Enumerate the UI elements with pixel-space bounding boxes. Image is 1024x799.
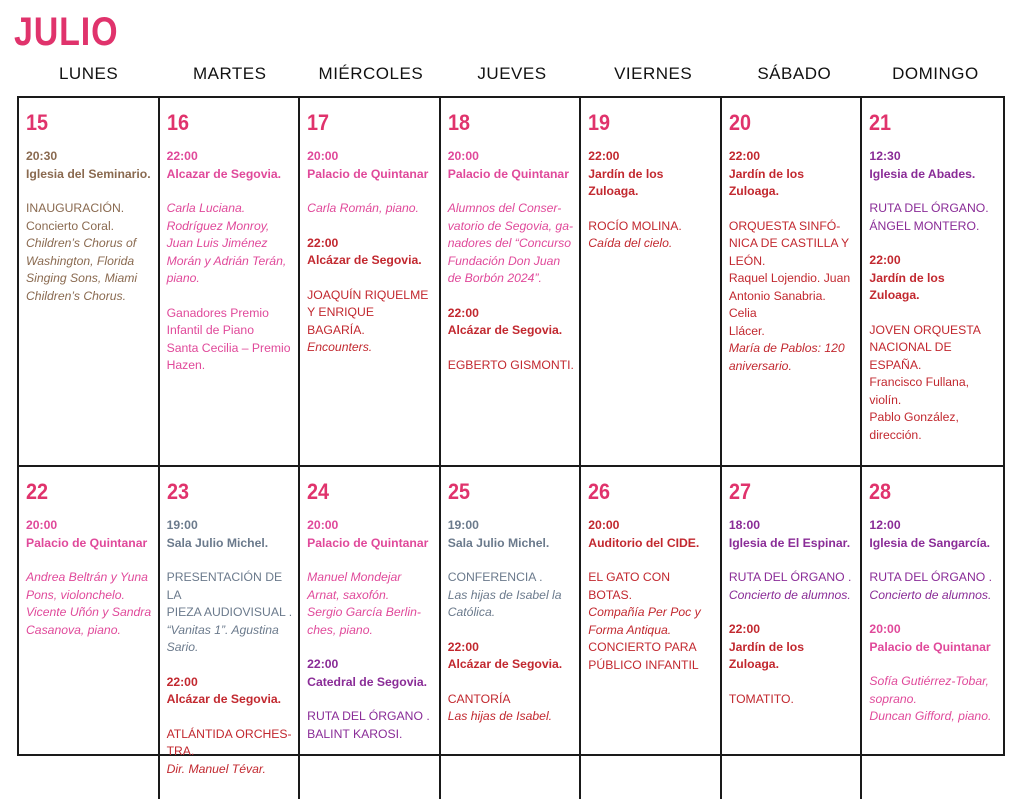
event-detail-line: NACIONAL DE ESPAÑA. — [869, 340, 952, 372]
event-time: 19:00 — [166, 518, 198, 532]
event-detail-line: Juan Luis Jiménez — [166, 236, 268, 250]
weekday-header — [18, 64, 1006, 90]
event — [869, 252, 998, 444]
event-detail-line: Las hijas de Isabel. — [447, 709, 553, 723]
event-time: 22:00 — [447, 305, 479, 320]
event-detail-line: Llácer. — [728, 323, 765, 338]
event-venue: Auditorio del CIDE. — [588, 535, 700, 550]
event — [307, 517, 434, 639]
event-time: 22:00 — [728, 622, 761, 636]
event-venue: Palacio de Quintanar — [26, 535, 148, 550]
day-number: 15 — [26, 110, 49, 135]
event — [167, 148, 294, 375]
event — [167, 674, 294, 779]
day-cell — [19, 98, 160, 467]
event-detail-line: RUTA DEL ÓRGANO . — [728, 570, 852, 584]
event-detail-line: JOAQUÍN RIQUELME — [307, 287, 429, 302]
event-detail-line — [167, 288, 294, 305]
event — [307, 148, 434, 218]
day-cell — [19, 467, 160, 799]
event-venue: Sala Julio Michel. — [447, 535, 550, 550]
event-detail-line: Fundación Don Juan — [447, 253, 561, 268]
event-detail-line: Dir. Manuel Tévar. — [166, 761, 266, 776]
event-detail-line: Y ENRIQUE BAGARÍA. — [307, 305, 374, 337]
event-detail-line: Rodríguez Monroy, — [166, 218, 270, 233]
event-detail-line: CANTORÍA — [447, 691, 511, 706]
event — [448, 639, 575, 726]
event-venue: Iglesia del Seminario. — [26, 166, 151, 181]
event-time: 20:00 — [447, 149, 479, 163]
event-detail-line: aniversario. — [728, 358, 792, 373]
event-detail-line: Raquel Lojendio. Juan — [728, 271, 851, 285]
event-time: 20:00 — [26, 518, 58, 532]
event-detail-line: CONFERENCIA . — [447, 570, 543, 584]
event-detail-line: ches, piano. — [307, 622, 373, 637]
day-cell — [862, 467, 1003, 799]
event — [588, 517, 715, 674]
event-time: 20:30 — [26, 149, 58, 163]
event-detail-line: Singing Sons, Miami — [26, 271, 138, 285]
event-detail-line: Concierto de alumnos. — [728, 587, 851, 602]
day-number: 20 — [728, 110, 751, 135]
event-detail-line: de Borbón 2024”. — [447, 271, 542, 285]
day-cell — [441, 98, 582, 467]
month-title: JULIO — [14, 10, 119, 54]
event-detail-line: RUTA DEL ÓRGANO . — [869, 570, 992, 584]
event-detail-line: Pablo González, — [869, 410, 959, 424]
event-detail-line: Ganadores Premio — [166, 305, 269, 320]
event-detail-line: vatorio de Segovia, ga- — [447, 218, 574, 233]
event-detail-line: Washington, Florida — [26, 253, 135, 268]
event-venue: Alcázar de Segovia. — [447, 657, 563, 671]
event — [448, 305, 575, 375]
event-venue: Sala Julio Michel. — [166, 535, 269, 550]
event-detail-line: “Vanitas 1”. Agustina — [166, 622, 279, 637]
event-detail-line: Concierto de alumnos. — [869, 587, 992, 602]
event-time: 19:00 — [447, 518, 479, 532]
event-time: 22:00 — [869, 253, 901, 267]
event-detail-line: piano. — [166, 271, 200, 285]
weekday-label: MARTES — [192, 64, 267, 83]
event-time: 20:00 — [307, 518, 339, 532]
event-detail-line: CONCIERTO PARA — [588, 640, 697, 654]
day-number: 18 — [447, 110, 470, 135]
day-number: 23 — [166, 479, 189, 504]
event-detail-line: ROCÍO MOLINA. — [588, 218, 682, 233]
event-venue: Catedral de Segovia. — [307, 674, 428, 689]
event-detail-line: PIEZA AUDIOVISUAL . — [166, 605, 293, 619]
event — [167, 517, 294, 657]
event-detail-line: nadores del “Concurso — [447, 236, 572, 250]
event-detail-line: Hazen. — [166, 358, 206, 372]
event-venue: Alcazar de Segovia. — [166, 166, 282, 181]
event-detail-line: dirección. — [869, 427, 922, 442]
event — [26, 517, 153, 639]
event — [869, 517, 998, 604]
event-time: 12:00 — [869, 518, 901, 532]
event-time: 18:00 — [728, 518, 761, 532]
weekday-label: MIÉRCOLES — [318, 64, 424, 83]
weekday-label: LUNES — [58, 64, 119, 83]
event-detail-line: RUTA DEL ÓRGANO. — [869, 201, 989, 215]
event-venue: Palacio de Quintanar — [447, 166, 569, 181]
event-detail-line: Alumnos del Conser- — [447, 201, 562, 215]
event-detail-line: Santa Cecilia – Premio — [166, 340, 291, 355]
event-detail-line: Vicente Uñón y Sandra — [26, 605, 152, 619]
event-detail-line: Manuel Mondejar — [307, 570, 402, 584]
event — [307, 656, 434, 743]
day-number: 16 — [166, 110, 189, 135]
event-detail-line: Carla Román, piano. — [307, 201, 419, 215]
event-detail-line: Caída del cielo. — [588, 236, 673, 250]
day-number: 22 — [26, 479, 49, 504]
event-venue: Alcázar de Segovia. — [166, 692, 282, 706]
weekday-label: DOMINGO — [892, 64, 979, 83]
event-venue: Alcázar de Segovia. — [307, 253, 422, 267]
event-detail-line: ÁNGEL MONTERO. — [869, 218, 980, 233]
event-detail-line: Pons, violonchelo. — [26, 587, 125, 602]
event-time: 20:00 — [869, 622, 901, 636]
event-detail-line: ATLÁNTIDA ORCHES- — [166, 726, 292, 741]
event-venue: Jardín de los Zuloaga. — [728, 639, 805, 671]
day-cell — [160, 467, 301, 799]
event-time: 22:00 — [307, 235, 339, 250]
event — [729, 621, 856, 708]
event-venue: Iglesia de El Espinar. — [728, 535, 851, 550]
day-number: 21 — [869, 110, 892, 135]
day-cell — [581, 467, 722, 799]
event-detail-line: Arnat, saxofón. — [307, 587, 390, 602]
event-time: 20:00 — [307, 149, 339, 163]
event-venue: Jardín de los Zuloaga. — [728, 166, 805, 198]
event-detail-line: Children’s Chorus of — [26, 236, 137, 250]
event-detail-line: Andrea Beltrán y Yuna — [26, 570, 148, 584]
event-venue: Jardín de los Zuloaga. — [869, 270, 945, 302]
event-detail-line: Las hijas de Isabel la — [447, 587, 562, 602]
event-venue: Alcázar de Segovia. — [447, 323, 563, 337]
event-detail-line: TRA. — [166, 744, 195, 758]
day-cell — [722, 467, 863, 799]
event-detail-line: NICA DE CASTILLA Y — [728, 236, 850, 250]
event-detail-line: Children’s Chorus. — [26, 288, 127, 303]
day-cell — [862, 98, 1003, 467]
event-detail-line: PRESENTACIÓN DE LA — [166, 570, 283, 602]
event-detail-line: Duncan Gifford, piano. — [869, 709, 992, 723]
event-detail-line: Antonio Sanabria. Celia — [728, 288, 826, 320]
event-detail-line: Sario. — [166, 640, 199, 654]
event-detail-line: soprano. — [869, 691, 917, 706]
day-number: 17 — [307, 110, 330, 135]
event — [869, 148, 998, 235]
event-detail-line: Forma Antiqua. — [588, 622, 672, 637]
event-detail-line: LEÓN. — [728, 253, 766, 268]
event-time: 22:00 — [166, 149, 198, 163]
day-cell — [300, 467, 441, 799]
day-number: 19 — [588, 110, 611, 135]
event-detail-line: Compañía Per Poc y — [588, 605, 701, 619]
day-number: 26 — [588, 479, 611, 504]
event-time: 22:00 — [728, 149, 761, 163]
event-detail-line: Morán y Adrián Terán, — [166, 253, 287, 268]
event-detail-line: BALINT KAROSI. — [307, 726, 403, 741]
event-detail-line: Carla Luciana. — [166, 201, 246, 215]
event-venue: Iglesia de Abades. — [869, 166, 976, 181]
event-venue: Palacio de Quintanar — [869, 639, 991, 654]
event — [307, 235, 434, 357]
event-detail-line: RUTA DEL ÓRGANO . — [307, 709, 430, 723]
day-number: 27 — [728, 479, 751, 504]
event-detail-line: Encounters. — [307, 340, 373, 354]
event — [448, 148, 575, 288]
event-detail-line: EL GATO CON BOTAS. — [588, 570, 670, 602]
event-detail-line: EGBERTO GISMONTI. — [447, 357, 574, 372]
event-detail-line: Casanova, piano. — [26, 622, 121, 637]
day-cell — [300, 98, 441, 467]
event-time: 22:00 — [307, 657, 339, 671]
weekday-label: SÁBADO — [757, 64, 832, 83]
event-detail-line: Sergio García Berlin- — [307, 605, 421, 619]
day-cell — [160, 98, 301, 467]
event-venue: Jardín de los Zuloaga. — [588, 166, 664, 198]
event-detail-line: Concierto Coral. — [26, 218, 115, 233]
event-detail-line: Católica. — [447, 605, 496, 619]
event-time: 22:00 — [447, 639, 479, 654]
calendar-grid — [17, 96, 1005, 776]
event — [448, 517, 575, 622]
weekday-label: JUEVES — [477, 64, 547, 83]
event-detail-line: Sofía Gutiérrez-Tobar, — [869, 674, 989, 688]
day-cell — [441, 467, 582, 799]
weekday-label: VIERNES — [614, 64, 693, 83]
event-venue: Palacio de Quintanar — [307, 535, 429, 550]
day-number: 25 — [447, 479, 470, 504]
event-time: 22:00 — [166, 674, 198, 689]
event — [729, 148, 856, 375]
event — [588, 148, 715, 253]
day-cell — [722, 98, 863, 467]
event-time: 12:30 — [869, 149, 901, 163]
event — [869, 621, 998, 726]
event-detail-line: Francisco Fullana, violín. — [869, 375, 969, 407]
event-detail-line: ORQUESTA SINFÓ- — [728, 218, 841, 233]
event-detail-line: JOVEN ORQUESTA — [869, 322, 981, 337]
event — [729, 517, 856, 604]
day-number: 24 — [307, 479, 330, 504]
event-time: 20:00 — [588, 518, 620, 532]
event-detail-line: María de Pablos: 120 — [728, 341, 845, 355]
event-venue: Palacio de Quintanar — [307, 166, 429, 181]
event-detail-line: PÚBLICO INFANTIL — [588, 657, 699, 672]
event-detail-line: Infantil de Piano — [166, 323, 254, 337]
day-cell — [581, 98, 722, 467]
day-number: 28 — [869, 479, 892, 504]
event-venue: Iglesia de Sangarcía. — [869, 535, 990, 550]
event — [26, 148, 153, 305]
event-detail-line: TOMATITO. — [728, 691, 794, 706]
event-detail-line: INAUGURACIÓN. — [26, 201, 125, 215]
event-time: 22:00 — [588, 149, 620, 163]
